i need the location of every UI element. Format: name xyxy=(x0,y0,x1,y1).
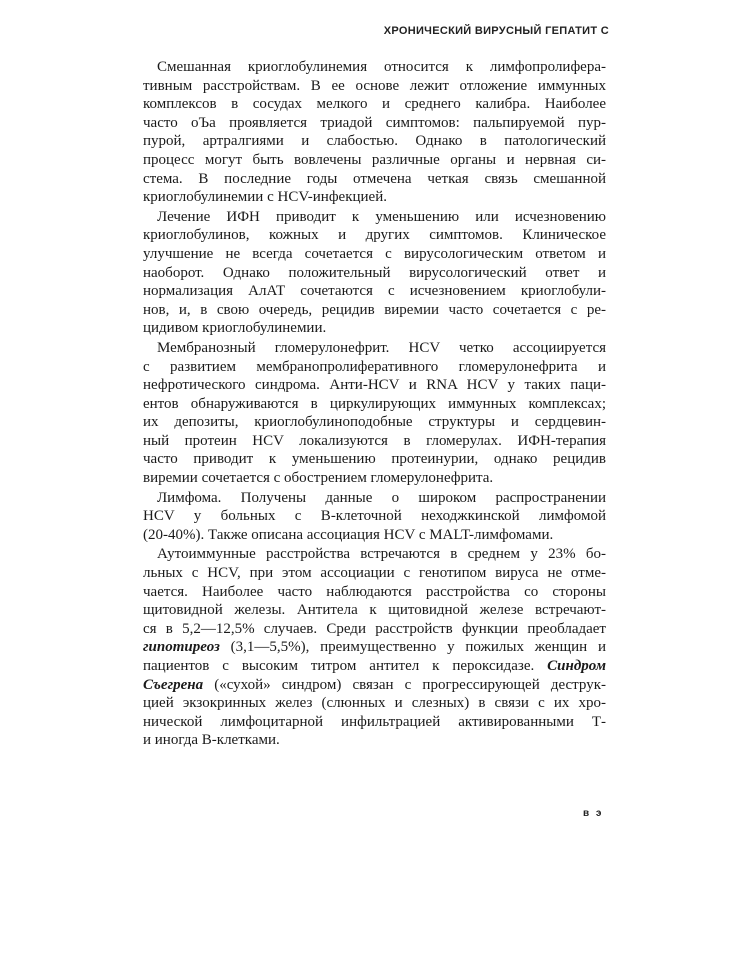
text-line: Смешанная криоглобулинемия относится к лимфопролифера- xyxy=(157,59,606,75)
text-line: Лечение ИФН приводит к уменьшению или исчезновению xyxy=(157,208,606,225)
text-line: щитовидной железы. Антитела к щитовидной железе встречают- xyxy=(143,602,606,619)
text-line: нормализация АлАТ сочетаются с исчезновением криоглобули- xyxy=(143,283,606,300)
text-line: цией экзокринных желез (слюнных и слезных) в связи с их хро- xyxy=(143,695,606,712)
page-folio: в э xyxy=(583,808,604,819)
text-line: комплексов в сосудах мелкого и среднего калибра. Наиболее xyxy=(143,96,606,113)
body-text xyxy=(143,58,606,750)
paragraph-ifn-treatment xyxy=(143,208,606,338)
text-line: ся в 5,2—12,5% случаев. Среди расстройств функции преобладает xyxy=(143,620,606,637)
text-line: стема. В последние годы отмечена четкая связь смешанной xyxy=(143,170,606,187)
text-line: ентов обнаруживаются в циркулирующих иммунных комплексах; xyxy=(143,395,606,412)
text-run: («сухой» синдром) связан с прогрессирующей деструк- xyxy=(203,676,606,693)
text-line: цидивом криоглобулинемии. xyxy=(143,320,327,337)
text-line: нической лимфоцитарной инфильтрацией активированными Т- xyxy=(143,713,606,730)
text-line: HCV у больных с В-клеточной неходжкинской лимфомой xyxy=(143,508,606,525)
paragraph-glomerulonephritis xyxy=(143,339,606,488)
text-line: криоглобулинемии с HCV-инфекцией. xyxy=(143,189,387,206)
text-line xyxy=(143,638,606,657)
paragraph-lymphoma xyxy=(143,489,606,545)
running-header: ХРОНИЧЕСКИЙ ВИРУСНЫЙ ГЕПАТИТ С xyxy=(383,25,609,37)
text-line: Лимфома. Получены данные о широком распространении xyxy=(157,489,606,506)
text-line: льных с HCV, при этом ассоциации с генотипом вируса не отме- xyxy=(143,565,606,582)
paragraph-autoimmune xyxy=(143,545,606,750)
text-line: их депозиты, криоглобулиноподобные структуры и сердцевин- xyxy=(143,414,606,431)
text-run: пациентов с высоким титром антител к пероксидазе. xyxy=(143,658,548,674)
text-line: и иногда В-клетками. xyxy=(143,732,280,749)
text-line: с развитием мембранопролиферативного гломерулонефрита и xyxy=(143,358,606,375)
text-line: процесс могут быть вовлечены различные органы и нервная си- xyxy=(143,151,606,168)
text-line: наоборот. Однако положительный вирусологический ответ и xyxy=(143,264,606,281)
paragraph-cryoglobulinemia xyxy=(143,58,606,207)
term-sjogren-name: Съегрена xyxy=(143,676,204,693)
text-line: виремии сочетается с обострением гломерулонефрита. xyxy=(143,470,494,487)
text-line xyxy=(143,676,606,695)
text-line: часто приводит к уменьшению протеинурии, однако рецидив xyxy=(143,451,606,468)
text-line xyxy=(143,657,606,676)
text-line: пурой, артралгиями и слабостью. Однако в патологический xyxy=(143,133,606,150)
text-line: криоглобулинов, кожных и других симптомов. Клиническое xyxy=(143,227,606,244)
text-line: Аутоиммунные расстройства встречаются в среднем у 23% бо- xyxy=(157,546,606,563)
text-line: нефротического синдрома. Анти-HCV и RNA HCV у таких паци- xyxy=(143,377,606,394)
term-sjogren-syndrome: Синдром xyxy=(547,658,606,674)
text-line: чается. Наиболее часто наблюдаются расстройства со стороны xyxy=(143,583,606,600)
term-hypothyroidism: гипотиреоз xyxy=(143,639,220,656)
text-run: (3,1—5,5%), преимущественно у пожилых женщин и xyxy=(219,639,606,656)
text-line: ный протеин HCV локализуются в гломерулах. ИФН-терапия xyxy=(143,432,606,449)
text-line: тивным расстройствам. В ее основе лежит отложение иммунных xyxy=(143,77,606,94)
text-line: улучшение не всегда сочетается с вирусологическим ответом и xyxy=(143,245,606,262)
text-line: нов, и, в свою очередь, рецидив виремии часто сочетается с ре- xyxy=(143,301,606,318)
text-line: (20-40%). Также описана ассоциация HCV с MALT-лимфомами. xyxy=(143,526,554,543)
text-line: Мембранозный гломерулонефрит. HCV четко ассоциируется xyxy=(157,339,606,356)
text-line: часто оЪа проявляется триадой симптомов: пальпируемой пур- xyxy=(143,114,606,131)
